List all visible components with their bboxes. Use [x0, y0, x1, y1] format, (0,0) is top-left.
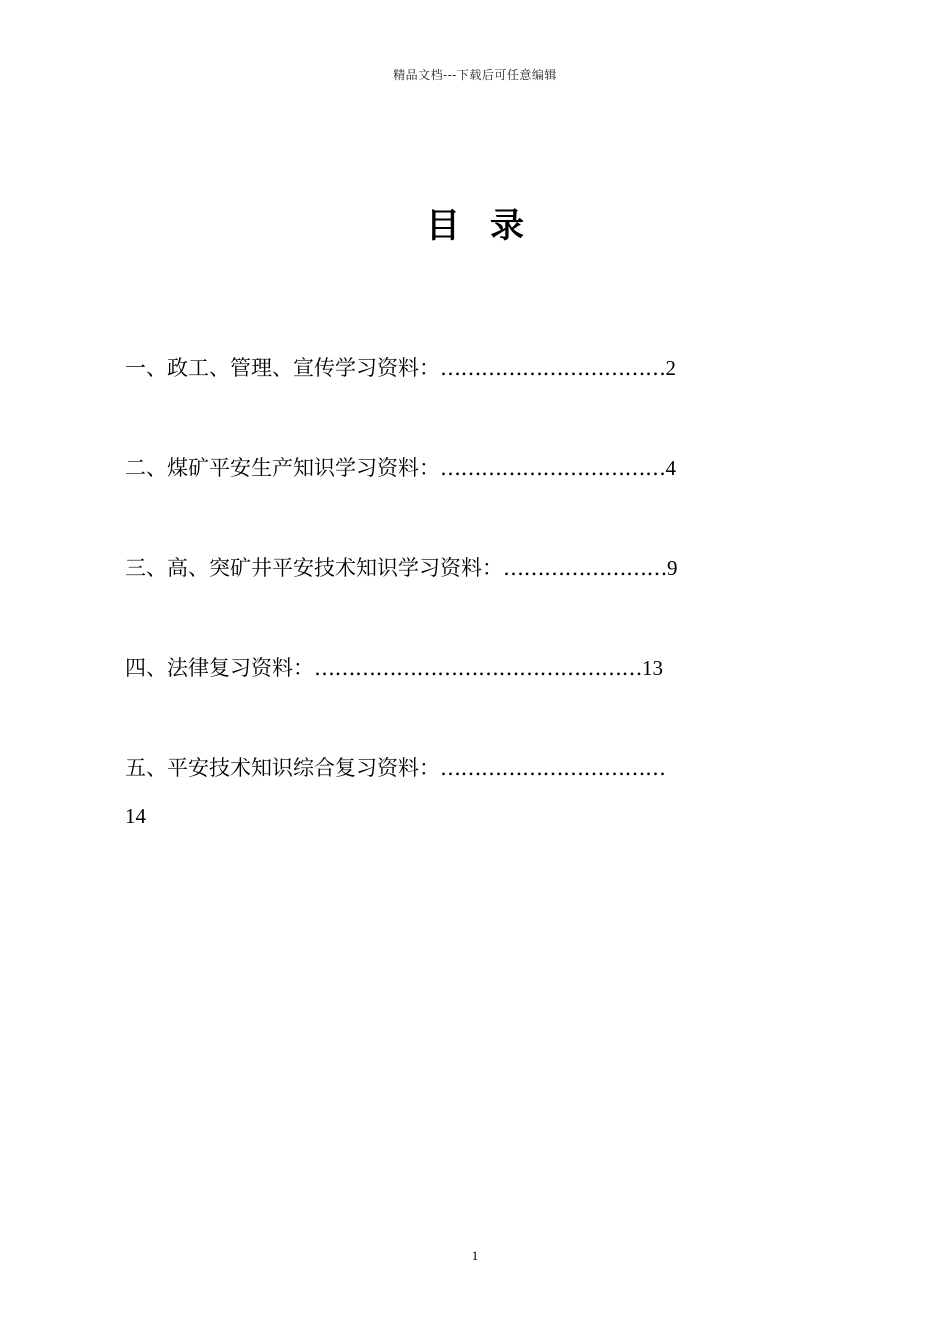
toc-entry-leader: ……………………………	[440, 456, 666, 480]
toc-entry-leader: …………………………………………	[314, 656, 642, 680]
toc-entry-page: 9	[667, 556, 678, 580]
toc-entry-label: 二、煤矿平安生产知识学习资料：	[125, 456, 440, 480]
toc-entry-page: 13	[642, 656, 663, 680]
toc-entry-leader: ……………………………	[440, 356, 666, 380]
toc-entry-3[interactable]	[125, 544, 678, 592]
toc-entry-leader: ……………………………	[440, 756, 666, 780]
page-number: 1	[471, 1248, 479, 1263]
toc-entry-label: 四、法律复习资料：	[125, 656, 314, 680]
toc-entry-1[interactable]	[125, 344, 676, 392]
document-title: 目录	[426, 206, 554, 246]
toc-entry-label: 一、政工、管理、宣传学习资料：	[125, 356, 440, 380]
toc-entry-4[interactable]	[125, 644, 663, 692]
toc-entry-label: 三、高、突矿井平安技术知识学习资料：	[125, 556, 503, 580]
toc-entry-page: 2	[665, 356, 676, 380]
toc-entry-2[interactable]	[125, 444, 676, 492]
page-header: 精品文档---下载后可任意编辑	[393, 68, 557, 82]
toc-entry-leader: ……………………	[503, 556, 667, 580]
toc-entry-page: 14	[125, 804, 146, 828]
toc-entry-5[interactable]	[125, 744, 765, 840]
toc-entry-label: 五、平安技术知识综合复习资料：	[125, 756, 440, 780]
toc-entry-page: 4	[665, 456, 676, 480]
